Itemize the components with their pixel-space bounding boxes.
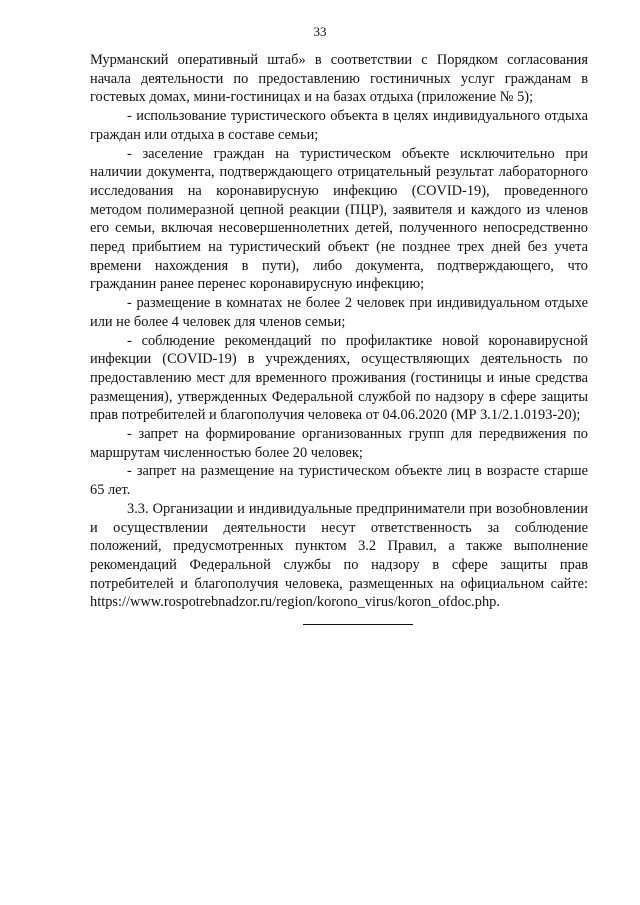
paragraph-section-3-3: 3.3. Организации и индивидуальные предприниматели при возобновлении и осуществлении деятельности несут ответственность за соблюдение положений, предусмотренных пунктом 3.2 Правил, а также выполнение рекомендаций Федеральной службы по надзору в сфере защиты прав потребителей и благополучия человека, размещенных на официальном сайте: https://www.rospotrebnadzor.ru/region/korono_virus/koron_ofdoc.php. — [90, 500, 588, 611]
paragraph-check-in-documents: - заселение граждан на туристическом объекте исключительно при наличии документа, подтверждающего отрицательный результат лабораторного исследования на коронавирусную инфекцию (COVID-19), проведенного методом полимеразной цепной реакции (ПЦР), заявителя и каждого из членов его семьи, включая несовершеннолетних детей, полученного непосредственно перед прибытием на туристический объект (не позднее трех дней без учета времени нахождения в пути), либо документа, подтверждающего, что гражданин ранее перенес коронавирусную инфекцию; — [90, 145, 588, 293]
paragraph-age-ban: - запрет на размещение на туристическом объекте лиц в возрасте старше 65 лет. — [90, 463, 588, 499]
paragraph-group-ban: - запрет на формирование организованных групп для передвижения по маршрутам численностью более 20 человек; — [90, 426, 588, 461]
page-number: 33 — [313, 24, 327, 39]
paragraph-recommendations: - соблюдение рекомендаций по профилактике новой коронавирусной инфекции (COVID-19) в учреждениях, осуществляющих деятельность по предоставлению мест для временного проживания (гостиницы и иные средства размещения), утвержденных Федеральной службой по надзору в сфере защиты прав потребителей и благополучия человека от 04.06.2020 (МР 3.1/2.1.0193-20); — [90, 332, 588, 424]
paragraph-room-occupancy: - размещение в комнатах не более 2 человек при индивидуальном отдыхе или не более 4 человек для членов семьи; — [90, 295, 588, 330]
body-text — [90, 51, 588, 612]
paragraph-continuation: Мурманский оперативный штаб» в соответствии с Порядком согласования начала деятельности по предоставлению гостиничных услуг гражданам в гостевых домах, мини-гостиницах и на базах отдыха (приложение № 5); — [90, 52, 588, 106]
paragraph-individual-rest: - использование туристического объекта в целях индивидуального отдыха граждан или отдыха в составе семьи; — [90, 108, 588, 143]
end-divider — [303, 624, 413, 625]
